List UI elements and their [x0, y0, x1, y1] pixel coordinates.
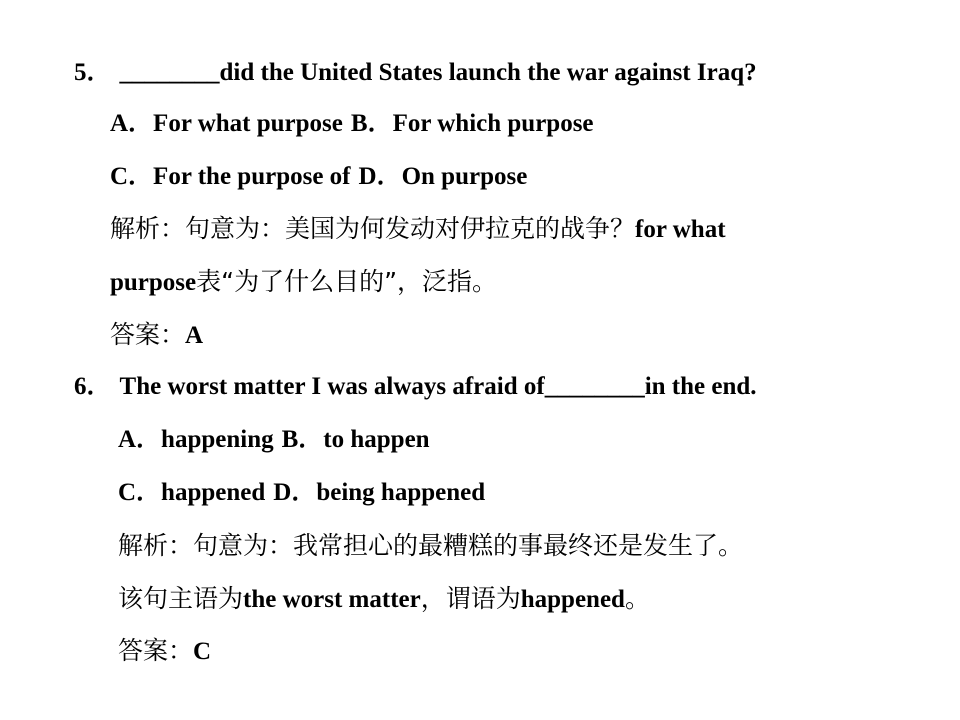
answer-value: C	[193, 638, 212, 665]
question-number: 5．	[74, 59, 112, 86]
question-5-analysis-line2	[110, 267, 497, 298]
question-text: ________did the United States launch the war against Iraq?	[119, 59, 757, 86]
question-5-options-cd	[110, 162, 527, 192]
answer-label: 答案：	[110, 320, 186, 349]
analysis-text-en: the worst matter	[243, 586, 421, 613]
analysis-text-cn: 解析：句意为：美国为何发动对伊拉克的战争？	[110, 214, 636, 243]
analysis-text-cn: 该句主语为	[118, 584, 244, 613]
analysis-text-cn: 表“为了什么目的”，泛指。	[196, 267, 498, 296]
option-a: A．happening	[118, 426, 274, 453]
question-6-options-ab	[118, 425, 430, 455]
question-text: The worst matter I was always afraid of________in the end.	[119, 373, 757, 400]
option-a: A．For what purpose	[110, 110, 343, 137]
option-b: B．to happen	[281, 426, 430, 453]
question-6-analysis-line1	[118, 531, 743, 562]
question-5-answer	[110, 320, 203, 351]
analysis-text-en: purpose	[110, 269, 197, 296]
answer-value: A	[185, 322, 204, 349]
question-6-answer	[118, 636, 211, 667]
option-c: C．For the purpose of	[110, 163, 351, 190]
question-6-options-cd	[118, 478, 485, 508]
option-d: D．being happened	[273, 479, 486, 506]
question-6-stem	[74, 372, 757, 402]
option-b: B．For which purpose	[350, 110, 594, 137]
analysis-text-en: happened	[520, 586, 625, 613]
analysis-text-cn: ，谓语为	[420, 584, 521, 613]
analysis-text-cn: 解析：句意为：我常担心的最糟糕的事最终还是发生了。	[118, 531, 744, 560]
question-5-stem	[74, 58, 757, 88]
analysis-text-cn: 。	[624, 584, 650, 613]
analysis-text-en: for what	[635, 216, 726, 243]
question-5-analysis-line1	[110, 214, 726, 245]
question-6-analysis-line2	[118, 584, 650, 615]
option-d: D．On purpose	[358, 163, 528, 190]
question-number: 6．	[74, 373, 112, 400]
option-c: C．happened	[118, 479, 266, 506]
answer-label: 答案：	[118, 636, 194, 665]
question-5-options-ab	[110, 109, 594, 139]
